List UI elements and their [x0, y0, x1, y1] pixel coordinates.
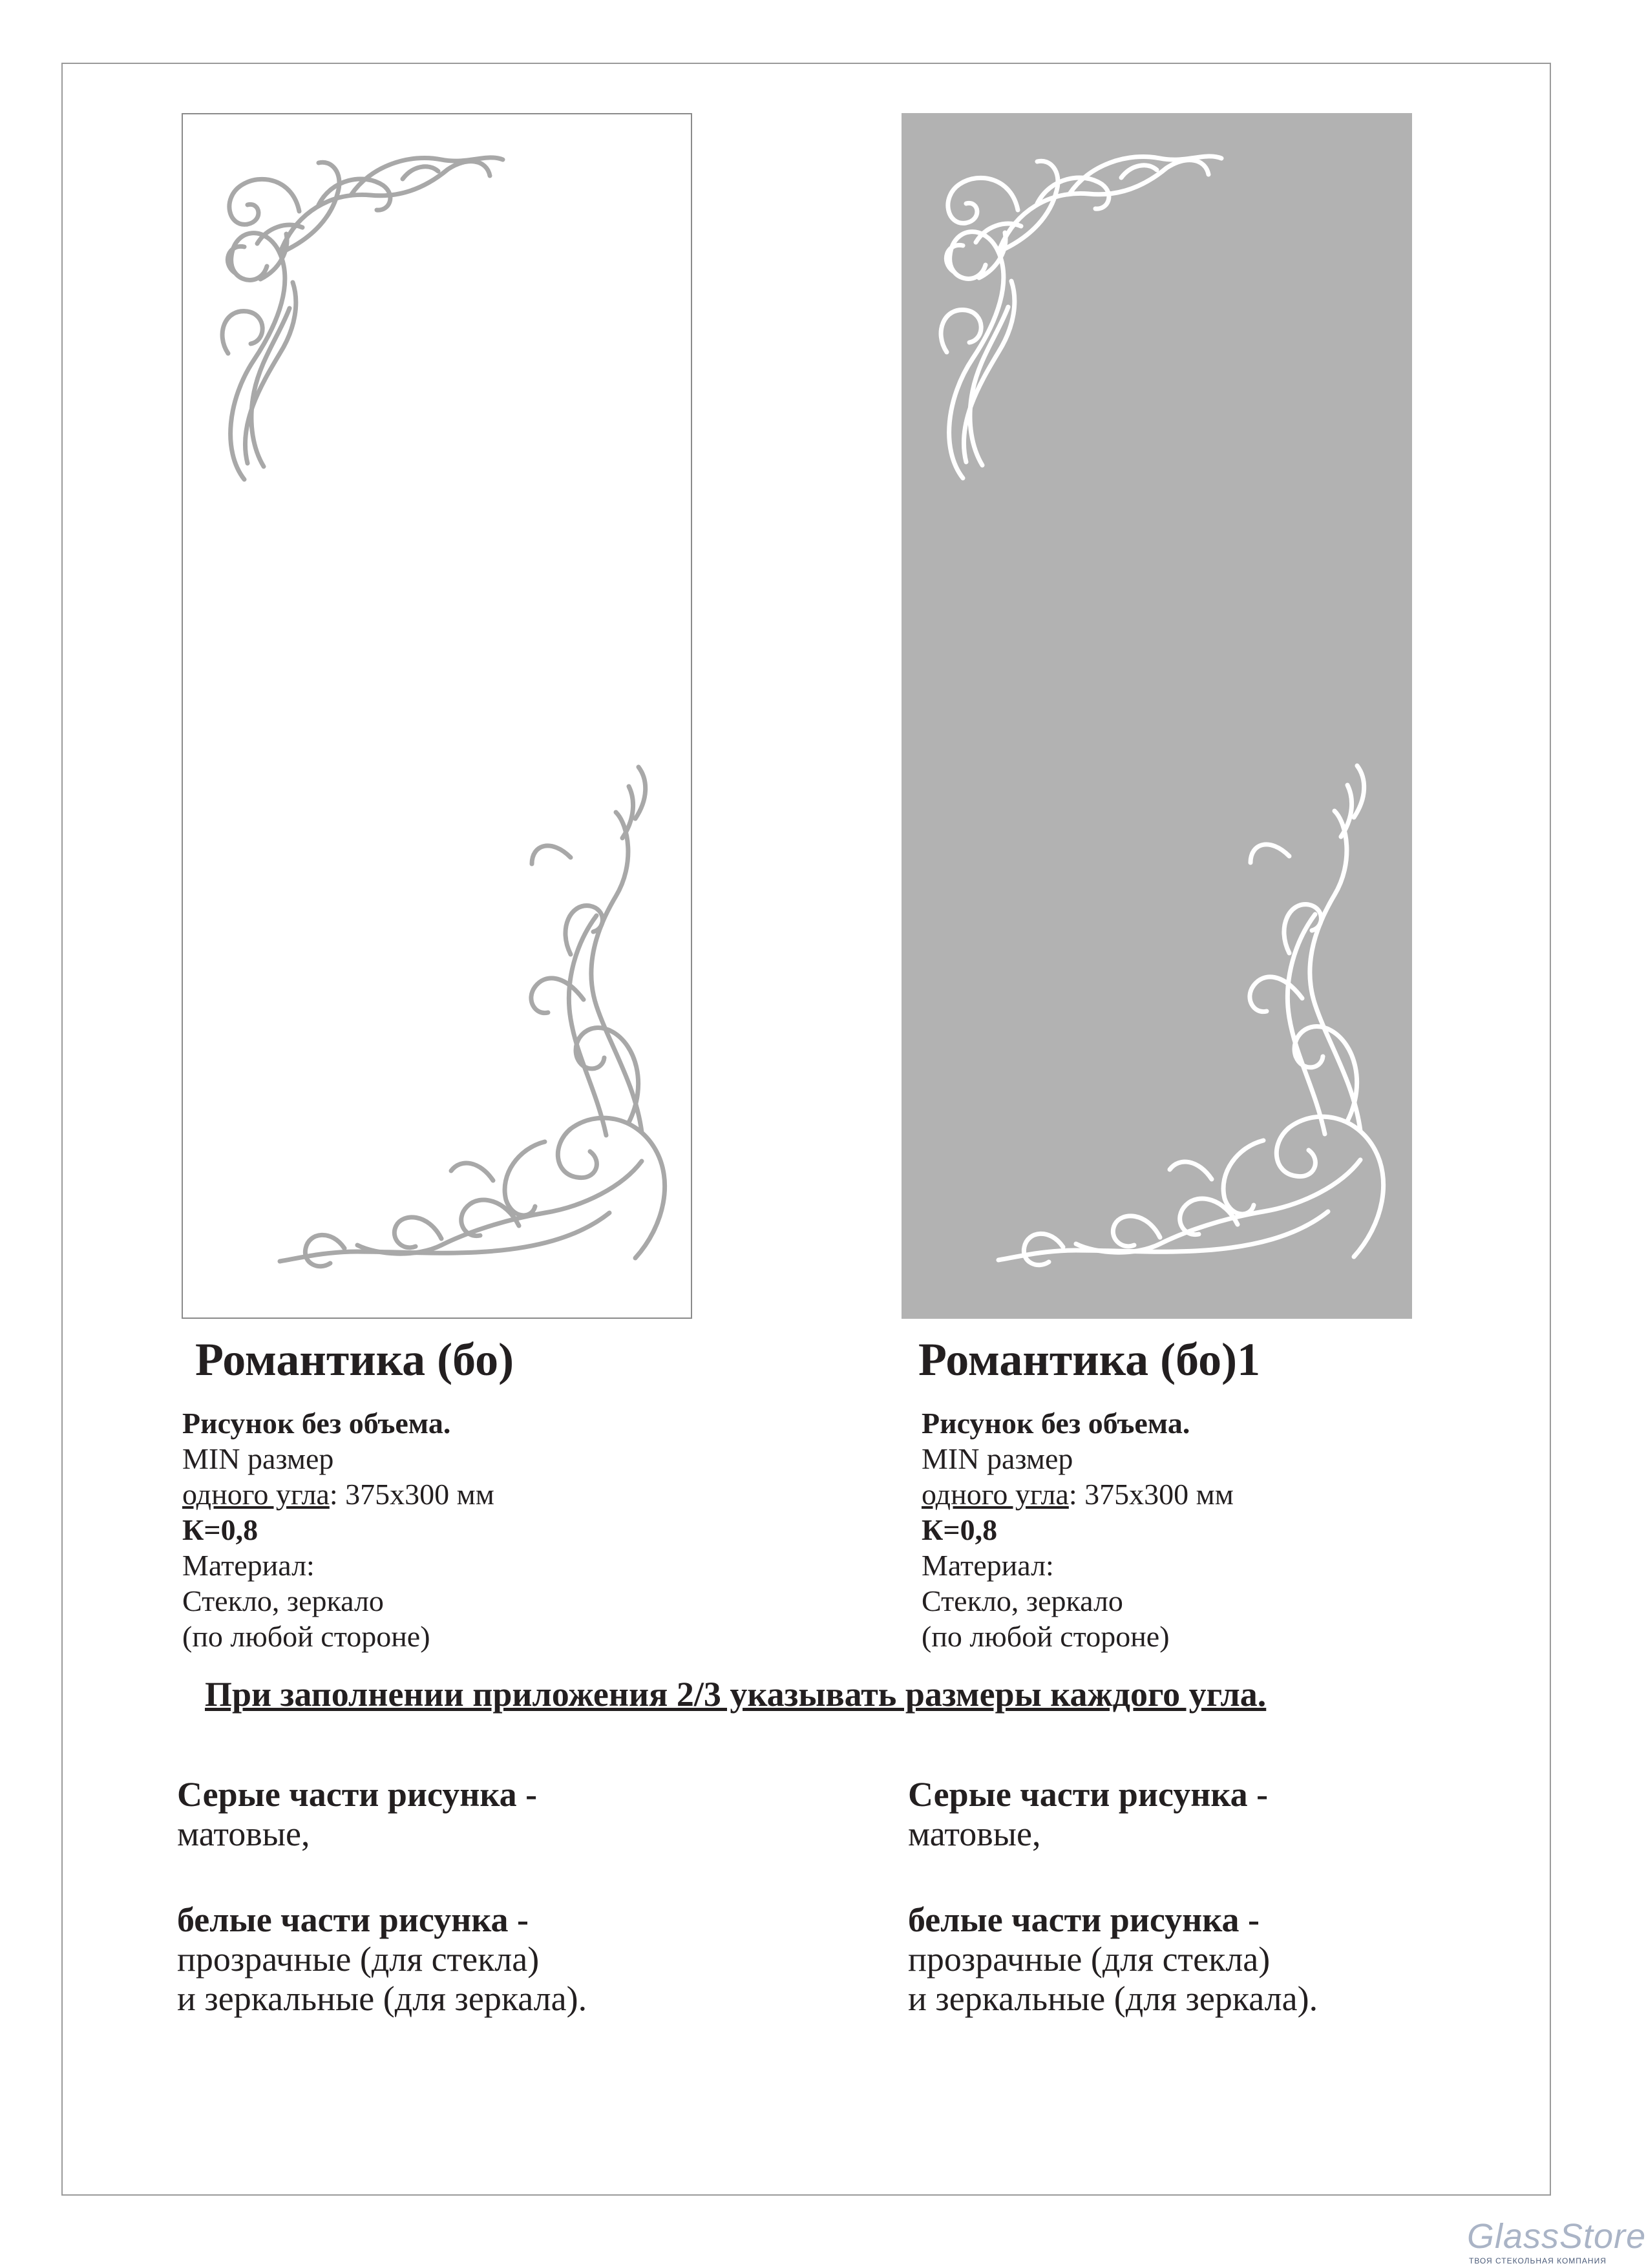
- spec-coefficient: К=0,8: [182, 1513, 259, 1546]
- spec-material-label: Материал:: [922, 1549, 1054, 1582]
- legend-right: [908, 1775, 1318, 2019]
- company-tagline: ТВОЯ СТЕКОЛЬНАЯ КОМПАНИЯ: [1469, 2256, 1607, 2265]
- design-preview-right: [902, 113, 1412, 1319]
- legend-gray-text: матовые,: [177, 1814, 310, 1853]
- legend-white-heading: белые части рисунка -: [908, 1900, 1260, 1939]
- legend-left: [177, 1775, 587, 2019]
- legend-white-text-1: прозрачные (для стекла): [908, 1940, 1271, 1979]
- spec-corner-label: одного угла: [182, 1478, 330, 1511]
- spec-corner-value: : 375х300 мм: [329, 1478, 494, 1511]
- spec-min-size-label: MIN размер: [922, 1442, 1073, 1475]
- spec-material: Стекло, зеркало: [922, 1584, 1123, 1617]
- spec-side: (по любой стороне): [182, 1620, 430, 1653]
- legend-gray-heading: Серые части рисунка -: [177, 1775, 538, 1814]
- legend-white-text-1: прозрачные (для стекла): [177, 1940, 540, 1979]
- legend-white-text-2: и зеркальные (для зеркала).: [908, 1979, 1318, 2018]
- design-preview-left: [182, 113, 692, 1319]
- spec-corner-value: : 375х300 мм: [1068, 1478, 1234, 1511]
- spec-material: Стекло, зеркало: [182, 1584, 384, 1617]
- legend-gray-heading: Серые части рисунка -: [908, 1775, 1269, 1814]
- spec-corner-label: одного угла: [922, 1478, 1069, 1511]
- design-title-left: Романтика (бо): [195, 1334, 514, 1385]
- legend-white-heading: белые части рисунка -: [177, 1900, 529, 1939]
- spec-side: (по любой стороне): [922, 1620, 1170, 1653]
- spec-min-size: [922, 1476, 1234, 1512]
- legend-white-text-2: и зеркальные (для зеркала).: [177, 1979, 587, 2018]
- design-title-right: Романтика (бо)1: [918, 1334, 1261, 1385]
- spec-material-label: Материал:: [182, 1549, 315, 1582]
- fill-notice: При заполнении приложения 2/3 указывать размеры каждого угла.: [205, 1675, 1267, 1714]
- design-spec-left: [182, 1405, 494, 1654]
- ornament-left: [183, 114, 693, 1320]
- spec-type: Рисунок без объема.: [182, 1407, 451, 1440]
- spec-type: Рисунок без объема.: [922, 1407, 1190, 1440]
- company-logo: GlassStore: [1467, 2217, 1646, 2256]
- spec-min-size: [182, 1476, 494, 1512]
- spec-min-size-label: MIN размер: [182, 1442, 334, 1475]
- ornament-right: [902, 113, 1412, 1319]
- spec-coefficient: К=0,8: [922, 1513, 998, 1546]
- design-spec-right: [922, 1405, 1234, 1654]
- legend-gray-text: матовые,: [908, 1814, 1041, 1853]
